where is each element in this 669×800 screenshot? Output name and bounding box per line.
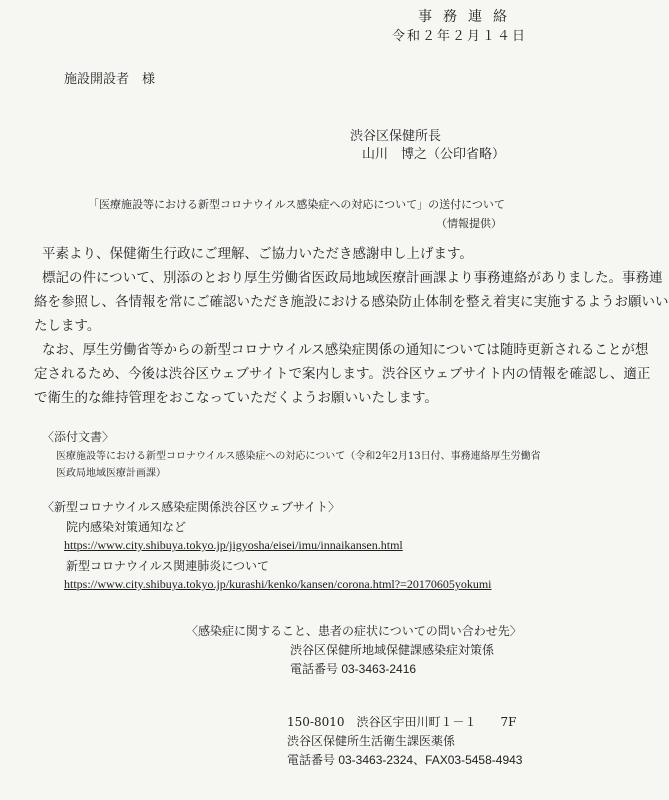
subject-note: （情報提供）	[436, 217, 502, 230]
contact-2-phone: 電話番号 03-3463-2324、FAX03-5458-4943	[287, 753, 523, 767]
contact-1-dept: 渋谷区保健所地域保健課感染症対策係	[290, 643, 495, 657]
subject-line: 「医療施設等における新型コロナウイルス感染症への対応について」の送付について	[88, 198, 505, 211]
attachment-item-line: 医政局地域医療計画課）	[56, 468, 166, 479]
attachments-heading: 〈添付文書〉	[42, 430, 115, 444]
sender-name: 山川 博之（公印省略）	[362, 147, 506, 162]
contact-1-phone: 電話番号 03-3463-2416	[290, 662, 417, 676]
website-heading: 〈新型コロナウイルス感染症関係渋谷区ウェブサイト〉	[42, 500, 340, 514]
body-paragraph-2-line: たします。	[34, 318, 101, 334]
contact-2-dept: 渋谷区保健所生活衛生課医薬係	[287, 734, 456, 748]
website-link-2-label: 新型コロナウイルス関連肺炎について	[66, 559, 270, 573]
body-paragraph-1: 平素より、保健衛生行政にご理解、ご協力いただき感謝申し上げます。	[42, 246, 473, 262]
doc-type-label: 事務連絡	[418, 9, 518, 25]
website-link-2-url[interactable]: https://www.city.shibuya.tokyo.jp/kurashi/kenko/kansen/corona.html?=20170605yokumi	[64, 577, 492, 591]
attachment-item-line: 医療施設等における新型コロナウイルス感染症への対応について（令和2年2月13日付、事務連絡厚生労働省	[56, 451, 541, 462]
recipient: 施設開設者 様	[64, 72, 156, 87]
body-paragraph-2-line: 標記の件について、別添のとおり厚生労働省医政局地域医療計画課より事務連絡がありました。事務連	[42, 270, 663, 286]
body-paragraph-3-line: で衛生的な維持管理をおこなっていただくようお願いいたします。	[34, 390, 438, 406]
body-paragraph-3-line: なお、厚生労働省等からの新型コロナウイルス感染症関係の通知については随時更新されることが想	[42, 342, 649, 358]
contact-2-address: 150-8010 渋谷区宇田川町１－１ 7F	[287, 715, 517, 729]
issue-date: 令和２年２月１４日	[392, 29, 528, 44]
body-paragraph-3-line: 定されるため、今後は渋谷区ウェブサイトで案内します。渋谷区ウェブサイト内の情報を確認し、適正	[34, 366, 651, 382]
website-link-1-label: 院内感染対策通知など	[66, 520, 187, 534]
body-paragraph-2-line: 絡を参照し、各情報を常にご確認いただき施設における感染防止体制を整え着実に実施するようお願いい	[34, 294, 669, 310]
website-link-1-url[interactable]: https://www.city.shibuya.tokyo.jp/jigyosha/eisei/imu/innaikansen.html	[64, 538, 403, 552]
sender-org: 渋谷区保健所長	[350, 129, 442, 144]
contact-1-heading: 〈感染症に関すること、患者の症状についての問い合わせ先〉	[186, 624, 522, 638]
